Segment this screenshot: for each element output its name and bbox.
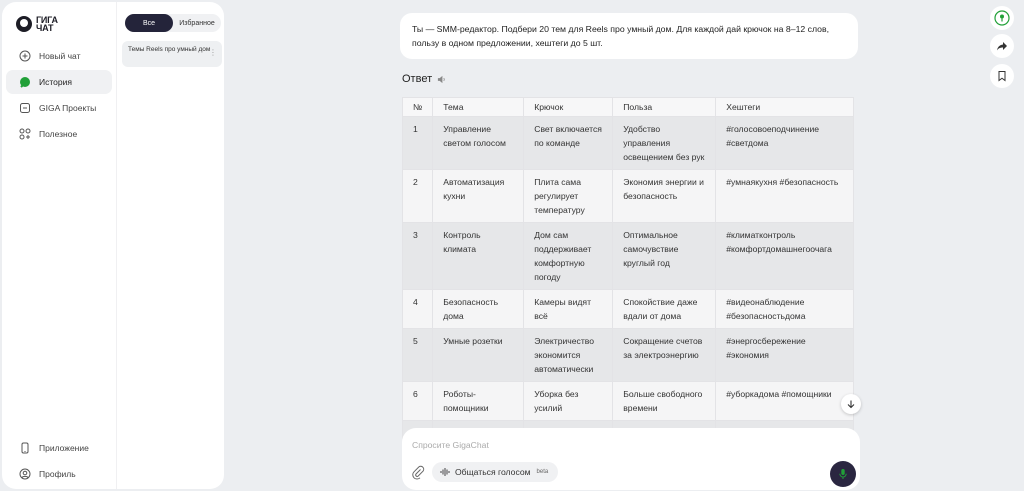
table-cell: Электричество экономится автоматически	[524, 329, 613, 382]
column-header: Хештеги	[716, 98, 854, 117]
table-cell: 5	[403, 329, 433, 382]
plus-circle-icon	[19, 50, 31, 62]
share-icon	[996, 40, 1008, 52]
table-cell: Уборка без усилий	[524, 382, 613, 421]
table-cell: Безопасность дома	[433, 290, 524, 329]
column-header: Польза	[613, 98, 716, 117]
table-row	[403, 170, 854, 223]
user-message: Ты — SMM-редактор. Подбери 20 тем для Reels про умный дом. Для каждой дай крючок на 8–12 слов, пользу в одном предложении, хештеги до 5 шт.	[400, 13, 858, 59]
column-header: Крючок	[524, 98, 613, 117]
bookmark-button[interactable]	[990, 64, 1014, 88]
voice-chat-button[interactable]	[432, 462, 558, 482]
tab-all[interactable]: Все	[125, 14, 173, 32]
left-panel	[2, 2, 224, 489]
table-cell: Контроль климата	[433, 223, 524, 290]
share-button[interactable]	[990, 34, 1014, 58]
table-cell: Плита сама регулирует температуру	[524, 170, 613, 223]
sidebar-item-profile[interactable]	[6, 462, 112, 486]
history-chat-item[interactable]	[122, 41, 222, 67]
sidebar-item-label: Полезное	[39, 129, 78, 139]
answer-label: Ответ	[402, 73, 433, 85]
assistant-button[interactable]	[990, 6, 1014, 30]
sidebar-item-label: GIGA Проекты	[39, 103, 97, 113]
logo-text	[36, 16, 58, 32]
sidebar-item-history[interactable]	[6, 70, 112, 94]
table-cell: #видеонаблюдение #безопасностьдома	[716, 290, 854, 329]
table-cell: #умнаякухня #безопасность	[716, 170, 854, 223]
composer	[402, 428, 860, 490]
assistant-icon	[994, 10, 1010, 26]
table-cell: Роботы-помощники	[433, 382, 524, 421]
table-cell: 1	[403, 117, 433, 170]
table-row	[403, 117, 854, 170]
history-chat-title: Темы Reels про умный дом	[128, 46, 211, 53]
sidebar-item-label: Профиль	[39, 469, 76, 479]
table-header-row	[403, 98, 854, 117]
voice-chat-label: Общаться голосом	[455, 467, 531, 477]
sidebar-item-label: Новый чат	[39, 51, 81, 61]
table-cell: Больше свободного времени	[613, 382, 716, 421]
beta-badge: beta	[536, 469, 549, 475]
table-cell: Сокращение счетов за электроэнергию	[613, 329, 716, 382]
chat-bubble-icon	[19, 76, 31, 88]
sidebar-item-new-chat[interactable]	[6, 44, 112, 68]
logo-line2: ЧАТ	[36, 23, 54, 33]
column-header: Тема	[433, 98, 524, 117]
table-cell: Свет включается по команде	[524, 117, 613, 170]
history-panel	[116, 2, 224, 489]
sidebar-item-label: Приложение	[39, 443, 89, 453]
table-row	[403, 329, 854, 382]
table-cell: 6	[403, 382, 433, 421]
sidebar-item-giga-projects[interactable]	[6, 96, 112, 120]
table-cell: Дом сам поддерживает комфортную погоду	[524, 223, 613, 290]
speaker-icon[interactable]	[437, 75, 446, 84]
table-cell: #энергосбережение #экономия	[716, 329, 854, 382]
table-cell: #голосовоеподчинение #светдома	[716, 117, 854, 170]
microphone-icon	[837, 468, 849, 480]
projects-icon	[19, 102, 31, 114]
more-options-icon[interactable]: ⋮	[209, 48, 217, 57]
logo-line1: ГИГА	[36, 15, 58, 25]
table-cell: Оптимальное самочувствие круглый год	[613, 223, 716, 290]
bookmark-icon	[996, 70, 1008, 82]
sidebar-item-app[interactable]	[6, 436, 112, 460]
table-row	[403, 223, 854, 290]
column-header: №	[403, 98, 433, 117]
table-cell: #климатконтроль #комфортдомашнегоочага	[716, 223, 854, 290]
phone-icon	[19, 442, 31, 454]
table-cell: 2	[403, 170, 433, 223]
answer-table	[402, 97, 854, 460]
table-row	[403, 290, 854, 329]
table-cell: Экономия энергии и безопасность	[613, 170, 716, 223]
message-input[interactable]	[412, 440, 812, 450]
soundwave-icon	[440, 467, 450, 477]
table-cell: 4	[403, 290, 433, 329]
table-cell: Автоматизация кухни	[433, 170, 524, 223]
table-cell: Управление светом голосом	[433, 117, 524, 170]
attach-icon[interactable]	[411, 465, 425, 479]
answer-table-container[interactable]	[402, 97, 854, 429]
table-cell: Камеры видят всё	[524, 290, 613, 329]
table-cell: #уборкадома #помощники	[716, 382, 854, 421]
table-row	[403, 382, 854, 421]
table-cell: Спокойствие даже вдали от дома	[613, 290, 716, 329]
tab-favorites[interactable]: Избранное	[179, 19, 215, 27]
table-cell: Удобство управления освещением без рук	[613, 117, 716, 170]
history-filter	[125, 14, 221, 32]
arrow-down-icon	[846, 399, 856, 409]
logo-icon	[16, 16, 32, 32]
logo[interactable]	[16, 16, 58, 32]
table-cell: Умные розетки	[433, 329, 524, 382]
microphone-button[interactable]	[830, 461, 856, 487]
sidebar-item-useful[interactable]	[6, 122, 112, 146]
grid-icon	[19, 128, 31, 140]
sidebar	[2, 2, 116, 489]
answer-header	[402, 73, 446, 85]
sidebar-item-label: История	[39, 77, 72, 87]
profile-icon	[19, 468, 31, 480]
table-cell: 3	[403, 223, 433, 290]
scroll-down-button[interactable]	[841, 394, 861, 414]
